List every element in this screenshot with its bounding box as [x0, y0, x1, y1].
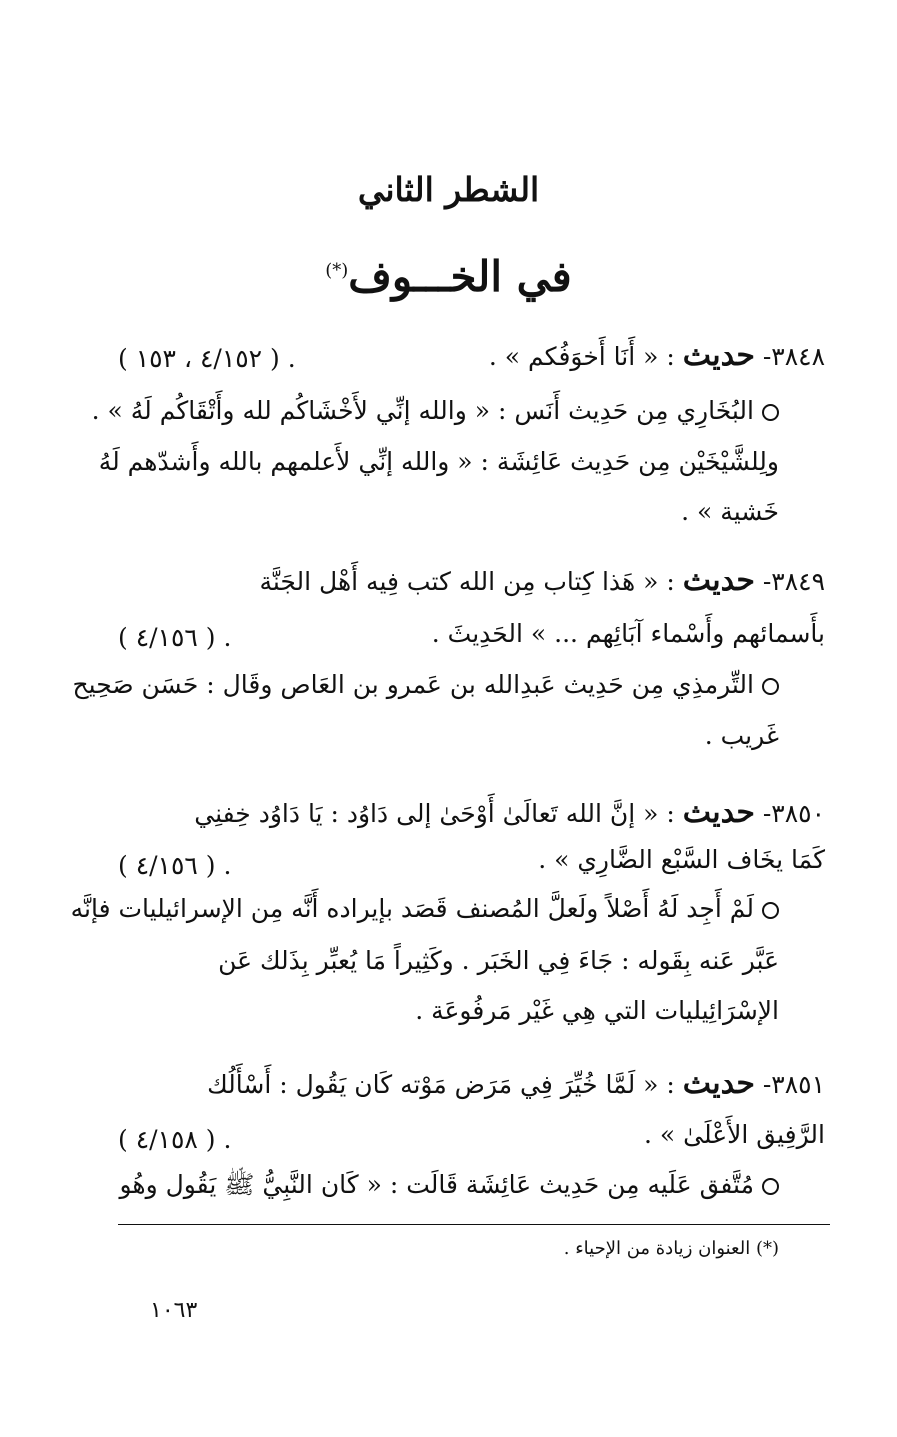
hadith-3849-note-1: التِّرمذِي مِن حَدِيث عَبدِالله بن عَمرو بن العَاص وقَال : حَسَن صَحِيح: [73, 670, 779, 700]
hadith-3850-line: [72, 795, 825, 831]
circle-bullet-icon: [762, 404, 779, 421]
hadith-number: ٣٨٥٠-: [762, 799, 825, 828]
hadith-keyword: حديث: [682, 795, 755, 830]
chapter-title: [0, 252, 897, 301]
hadith-3851-note-1: مُتَّفق عَلَيه مِن حَدِيث عَائِشَة قَالَت : « كَان النَّبِيُّ ﷺ يَقُول وهُو: [119, 1170, 779, 1200]
hadith-3851-line-2: الرَّفِيق الأَعْلَىٰ » .: [643, 1120, 825, 1149]
hadith-keyword: حديث: [682, 1066, 755, 1101]
hadith-3849-line-2: بأَسمائهم وأَسْماء آبَائِهم ... » الحَدِيثَ .: [431, 619, 825, 648]
hadith-text: : « أَنَا أَخوَفُكم » .: [488, 342, 675, 371]
hadith-text: : « إنَّ الله تَعالَىٰ أَوْحَىٰ إلى دَاوُد : يَا دَاوُد خِفنِي: [194, 799, 675, 828]
hadith-3850-note-3: الإسْرَائِيليات التي هِي غَيْر مَرفُوعَة .: [415, 996, 779, 1025]
footnote: (*) العنوان زيادة من الإحياء .: [563, 1238, 779, 1259]
chapter-title-text: في الخـــوف: [348, 252, 572, 301]
hadith-3849-line: [72, 563, 825, 599]
page-number: ١٠٦٣: [150, 1298, 198, 1323]
part-title: الشطر الثاني: [357, 170, 540, 209]
hadith-3848-note-2: ولِلشَّيْخَيْن مِن حَدِيث عَائِشَة : « والله إنِّي لأَعلمهم بالله وأَشدّهم لَهُ: [98, 447, 779, 476]
circle-bullet-icon: [762, 678, 779, 695]
hadith-3848-note-3: خَشية » .: [681, 497, 779, 526]
hadith-3849-ref: ( ٤/١٥٦ ) .: [118, 623, 232, 652]
hadith-keyword: حديث: [682, 338, 755, 373]
circle-bullet-icon: [762, 902, 779, 919]
hadith-keyword: حديث: [682, 563, 755, 598]
circle-bullet-icon: [762, 1178, 779, 1195]
hadith-3849-note-2: غَريب .: [704, 721, 779, 750]
hadith-number: ٣٨٤٩-: [762, 567, 825, 596]
footnote-divider: [118, 1224, 830, 1225]
hadith-3850-line-2: كَمَا يخَاف السَّبْع الضَّارِي » .: [538, 845, 825, 874]
hadith-3851-line: [72, 1066, 825, 1102]
hadith-text: : « لَمَّا خُيِّرَ فِي مَرَض مَوْته كَان يَقُول : أَسْأَلُك: [207, 1070, 675, 1099]
hadith-number: ٣٨٥١-: [762, 1070, 825, 1099]
hadith-number: ٣٨٤٨-: [762, 342, 825, 371]
hadith-3850-note-2: عَبَّر عَنه بِقَوله : جَاءَ فِي الخَبَر . وكَثِيراً مَا يُعبِّر بِذَلك عَن: [218, 946, 779, 975]
hadith-3850-ref: ( ٤/١٥٦ ) .: [118, 851, 232, 880]
chapter-footnote-marker: (*): [325, 260, 349, 281]
hadith-3848-note-1: البُخَارِي مِن حَدِيث أَنَس : « والله إنِّي لأَخْشَاكُم لله وأَتْقَاكُم لَهُ » .: [92, 396, 779, 426]
hadith-3851-ref: ( ٤/١٥٨ ) .: [118, 1125, 232, 1154]
hadith-3850-note-1: لَمْ أَجِد لَهُ أَصْلاً ولَعلَّ المُصنف قَصَد بإيراده أَنَّه مِن الإسرائيليات فإنَّه: [71, 894, 779, 924]
hadith-text: : « هَذا كِتاب مِن الله كتب فِيه أَهْل الجَنَّة: [259, 567, 675, 596]
hadith-3848-ref: ( ٤/١٥٢ ، ١٥٣ ) .: [118, 344, 296, 373]
